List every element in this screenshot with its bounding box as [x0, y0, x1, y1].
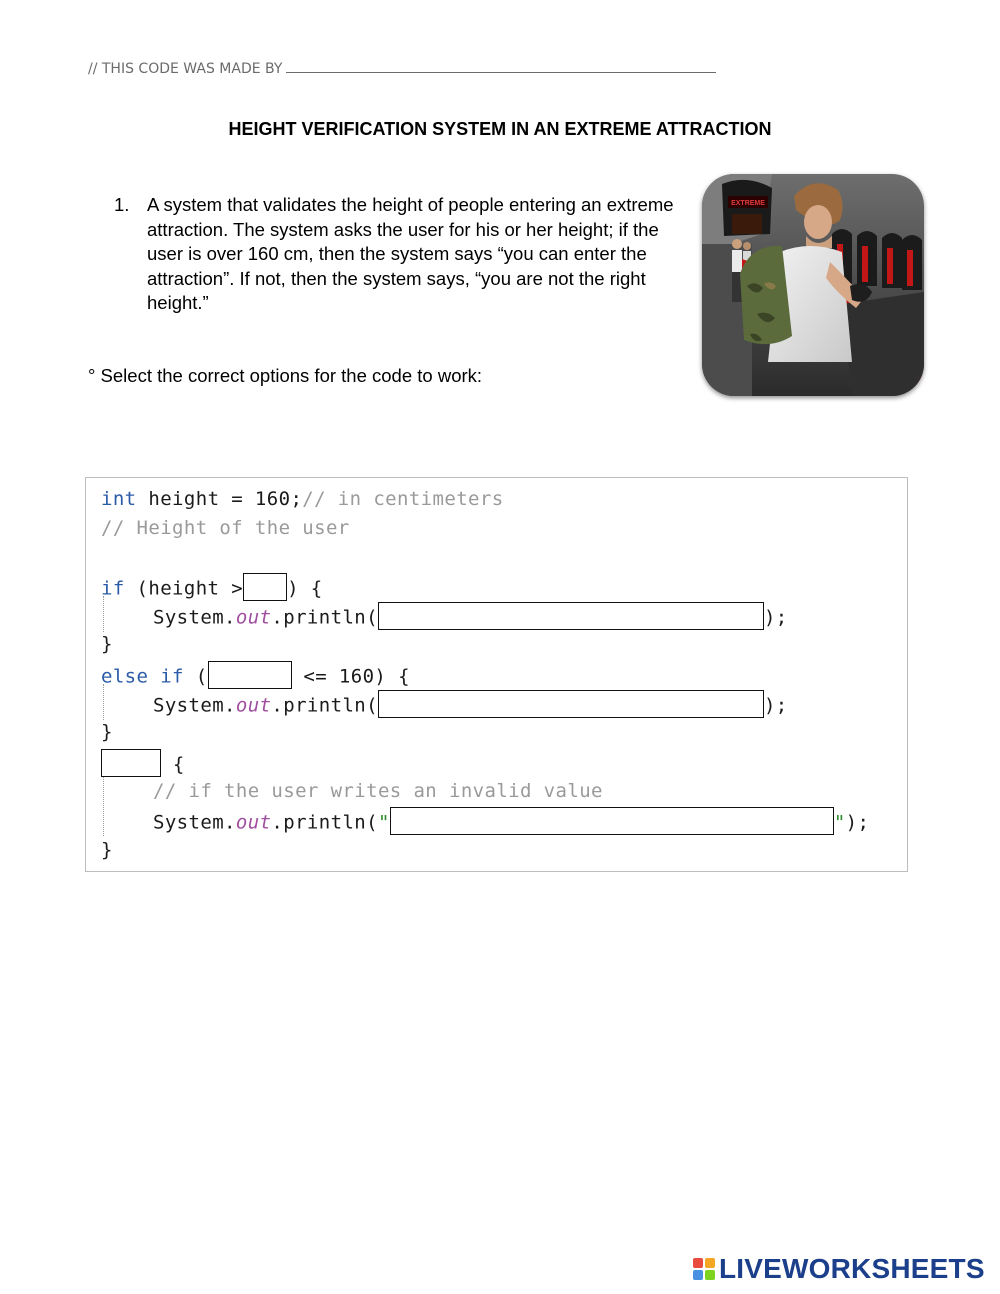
code-line-6 [101, 633, 113, 655]
code-line-13 [101, 839, 113, 861]
code-line-11 [153, 780, 603, 802]
indent-guide [103, 772, 104, 836]
code-out: out [235, 606, 272, 629]
code-comment: // if the user writes an invalid value [153, 780, 603, 802]
code-brace: } [101, 721, 113, 743]
code-text: height = 160; [136, 488, 303, 510]
blank-height-threshold[interactable] [243, 573, 287, 601]
code-text: ( [183, 665, 208, 688]
logo-tile [693, 1258, 703, 1268]
code-text: (height > [124, 577, 244, 600]
blank-message-denied[interactable] [378, 690, 764, 718]
logo-text: LIVEWORKSHEETS [719, 1253, 985, 1284]
author-blank-line [286, 60, 716, 73]
code-line-4 [101, 575, 323, 603]
code-text: ); [763, 606, 788, 629]
code-line-8 [153, 692, 788, 720]
code-line-12 [153, 809, 869, 837]
code-text: { [161, 753, 185, 776]
code-line-2 [101, 517, 350, 539]
instruction-text: ° Select the correct options for the code to work: [88, 365, 483, 386]
code-brace: } [101, 839, 113, 861]
author-label: // THIS CODE WAS MADE BY [88, 61, 283, 77]
attraction-photo [702, 174, 924, 396]
logo-grid-icon [693, 1258, 715, 1280]
code-text: <= 160) { [291, 665, 410, 688]
task-item [114, 193, 674, 316]
code-text: System. [153, 606, 236, 629]
code-keyword: int [101, 488, 137, 510]
code-text: System. [153, 694, 236, 717]
code-comment: // Height of the user [101, 517, 350, 539]
code-line-1 [101, 488, 504, 510]
code-text: ); [845, 811, 870, 834]
logo-tile [705, 1270, 715, 1280]
code-text: .println( [271, 811, 378, 834]
logo-tile [693, 1270, 703, 1280]
blank-variable-name[interactable] [208, 661, 292, 689]
photo-sign-text: EXTREME [731, 200, 765, 207]
code-line-9 [101, 721, 113, 743]
blank-message-allowed[interactable] [378, 602, 764, 630]
code-keyword: if [101, 577, 125, 600]
code-keyword: else if [101, 665, 184, 688]
author-line [88, 60, 716, 77]
blank-message-invalid[interactable] [390, 807, 834, 835]
blank-else-keyword[interactable] [101, 749, 161, 777]
code-out: out [235, 811, 272, 834]
code-brace: } [101, 633, 113, 655]
code-line-7 [101, 663, 410, 691]
code-block [85, 477, 908, 872]
code-string-quote: " [377, 811, 390, 834]
task-text: A system that validates the height of people entering an extreme attraction. The system asks the user for his or her height; if the user is over 160 cm, then the system says “you can enter the attraction”. If not, then the system says, “you are not the right height.” [147, 194, 674, 313]
code-out: out [235, 694, 272, 717]
attraction-photo-illustration [702, 174, 924, 396]
code-string-quote: " [833, 811, 846, 834]
code-text: ) { [287, 577, 323, 600]
task-number: 1. [114, 194, 130, 215]
logo-tile [705, 1258, 715, 1268]
code-text: ); [763, 694, 788, 717]
code-line-10 [101, 751, 185, 779]
page-title: HEIGHT VERIFICATION SYSTEM IN AN EXTREME ATTRACTION [228, 119, 772, 139]
liveworksheets-logo [693, 1252, 985, 1286]
code-text: .println( [271, 694, 378, 717]
code-text: System. [153, 811, 236, 834]
code-line-5 [153, 604, 788, 632]
code-text: .println( [271, 606, 378, 629]
code-comment: // in centimeters [302, 488, 504, 510]
